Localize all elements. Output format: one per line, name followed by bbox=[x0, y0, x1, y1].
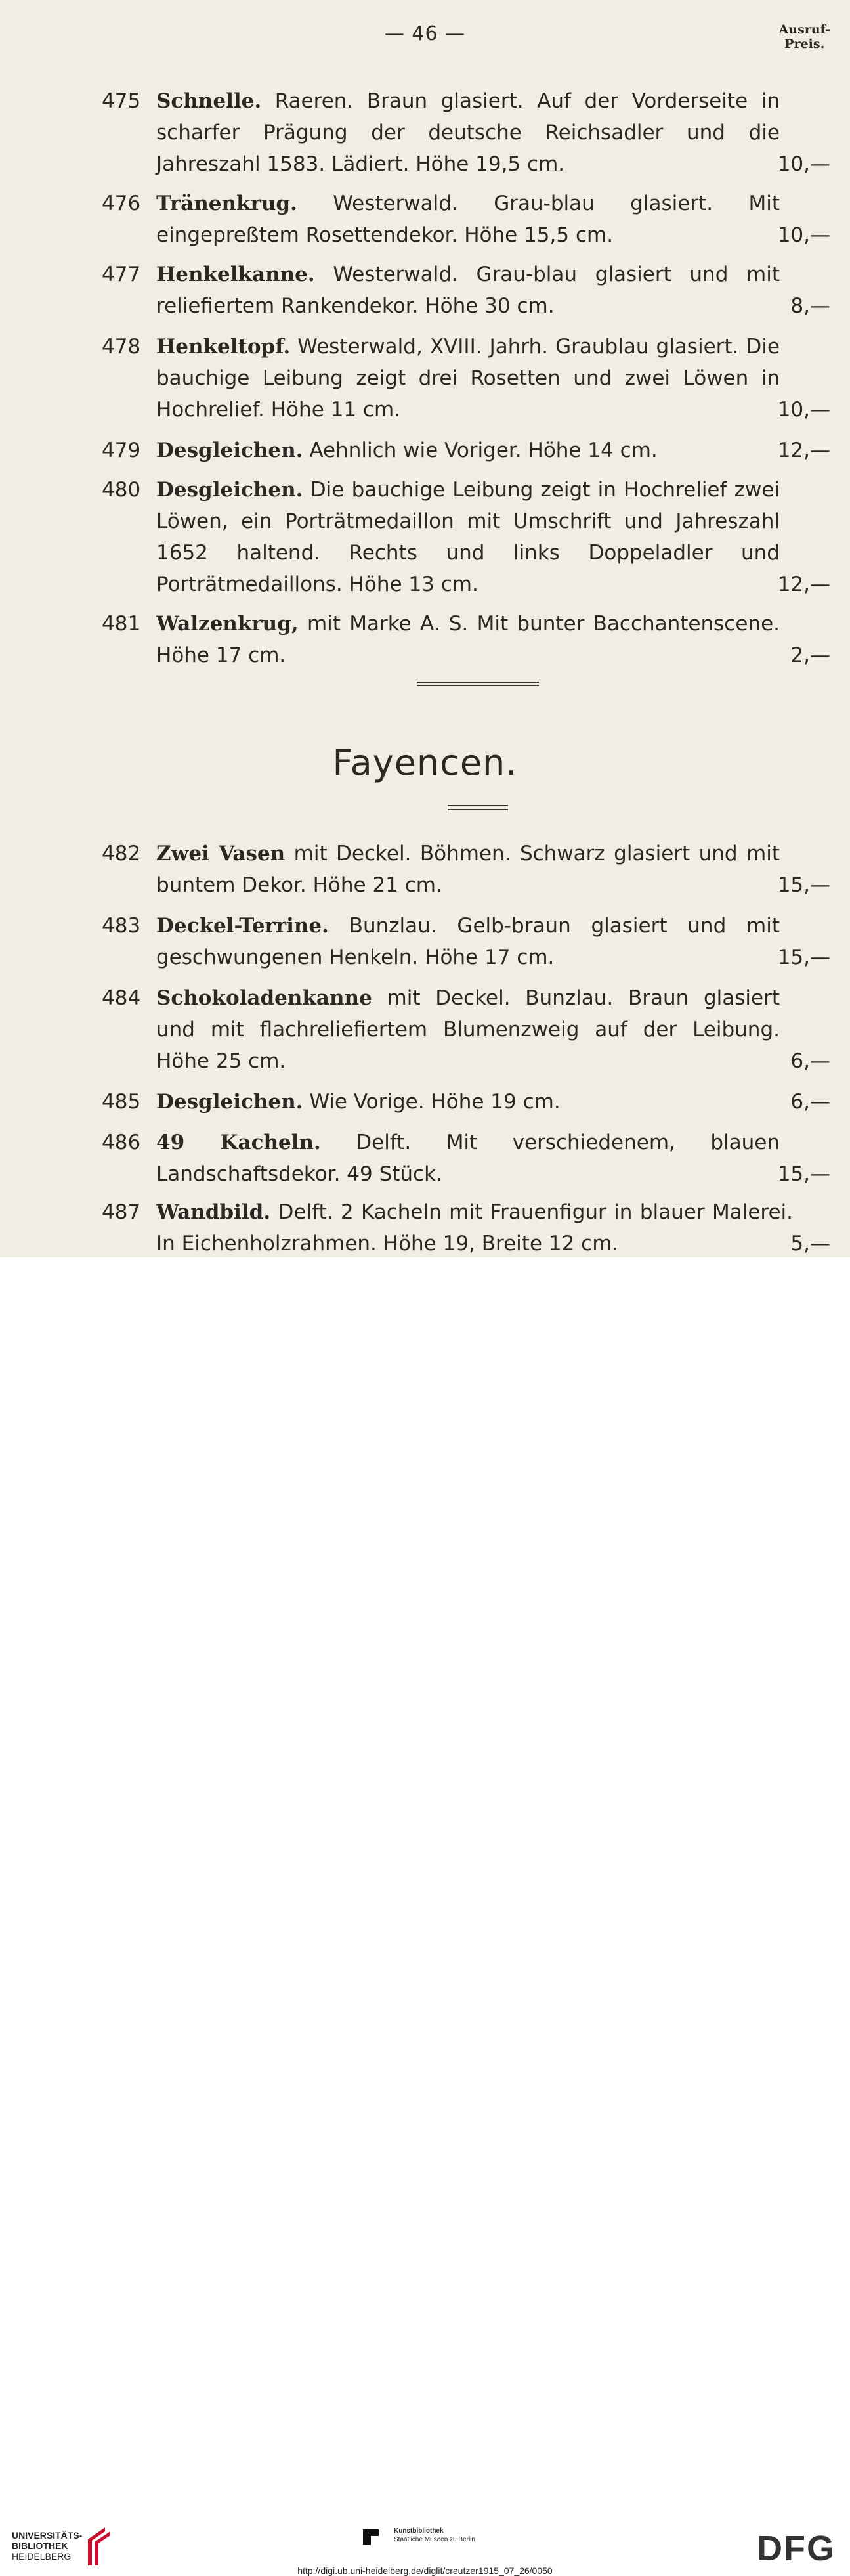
price-header-line2: Preis. bbox=[784, 37, 825, 51]
entry-text bbox=[156, 608, 780, 671]
kb-logo-line1: Kunstbibliothek bbox=[394, 2527, 444, 2535]
entry-price: 15,— bbox=[777, 946, 830, 969]
ub-logo-line2: BIBLIOTHEK bbox=[12, 2541, 68, 2551]
entry-title: Wandbild. bbox=[156, 1200, 271, 1224]
entry-number: 483 bbox=[102, 914, 141, 938]
entry-price: 5,— bbox=[790, 1232, 830, 1255]
entry-text bbox=[156, 1196, 793, 1257]
entry-description: mit Deckel. Bunzlau. Braun glasiert und mit flachreliefiertem Blumenzweig auf der Leibung. Höhe 25 cm. bbox=[156, 986, 780, 1073]
entry-title: Zwei Vasen bbox=[156, 842, 286, 865]
entry-number: 482 bbox=[102, 842, 141, 865]
entry-number: 480 bbox=[102, 478, 141, 502]
entry-description: Delft. 2 Kacheln mit Frauenfigur in blauer Malerei. In Eichenholzrahmen. Höhe 19, Breite 12 cm. bbox=[156, 1200, 793, 1255]
entry-description: Westerwald, XVIII. Jahrh. Graublau glasiert. Die bauchige Leibung zeigt drei Rosetten und zwei Löwen in Hochrelief. Höhe 11 cm. bbox=[156, 335, 780, 422]
entry-number: 479 bbox=[102, 439, 141, 462]
entry-text bbox=[156, 838, 780, 901]
entry-text bbox=[156, 982, 780, 1077]
entry-price: 15,— bbox=[777, 1162, 830, 1186]
source-url[interactable]: http://digi.ub.uni-heidelberg.de/diglit/creutzer1915_07_26/0050 bbox=[297, 2565, 553, 2576]
entry-price: 15,— bbox=[777, 873, 830, 897]
divider-rule bbox=[448, 805, 508, 806]
entry-number: 485 bbox=[102, 1090, 141, 1114]
entry-title: Desgleichen. bbox=[156, 1090, 303, 1114]
ub-heidelberg-logo-icon bbox=[85, 2525, 113, 2568]
entry-description: Delft. Mit verschiedenem, blauen Landschaftsdekor. 49 Stück. bbox=[156, 1131, 780, 1186]
divider-rule bbox=[417, 682, 539, 683]
footer-bar bbox=[0, 1257, 850, 2576]
entry-price: 10,— bbox=[777, 223, 830, 247]
price-column-header bbox=[779, 22, 830, 51]
entry-title: Henkeltopf. bbox=[156, 335, 291, 359]
entry-text bbox=[156, 331, 780, 426]
entry-title: Desgleichen. bbox=[156, 478, 303, 502]
entry-price: 10,— bbox=[777, 152, 830, 176]
entry-title: 49 Kacheln. bbox=[156, 1131, 321, 1154]
entry-number: 478 bbox=[102, 335, 141, 359]
entry-description: mit Deckel. Böhmen. Schwarz glasiert und mit buntem Dekor. Höhe 21 cm. bbox=[156, 842, 780, 897]
entry-description: Wie Vorige. Höhe 19 cm. bbox=[303, 1090, 561, 1114]
price-header-line1: Ausruf- bbox=[778, 22, 830, 37]
entry-text bbox=[156, 435, 780, 466]
kb-logo-line2: Staatliche Museen zu Berlin bbox=[394, 2536, 475, 2543]
ub-logo-line1: UNIVERSITÄTS- bbox=[12, 2530, 83, 2541]
entry-description: Westerwald. Grau-blau glasiert. Mit eingepreßtem Rosettendekor. Höhe 15,5 cm. bbox=[156, 192, 780, 247]
entry-description: Westerwald. Grau-blau glasiert und mit reliefiertem Rankendekor. Höhe 30 cm. bbox=[156, 263, 780, 318]
entry-text bbox=[156, 474, 780, 600]
entry-text bbox=[156, 1086, 780, 1118]
scanned-page bbox=[0, 0, 850, 1257]
entry-text bbox=[156, 910, 780, 973]
entry-description: Die bauchige Leibung zeigt in Hochrelief zwei Löwen, ein Porträtmedaillon mit Umschrift und Jahreszahl 1652 haltend. Rechts und links Doppeladler und Porträtmedaillons. Höhe 13 cm. bbox=[156, 478, 780, 596]
entry-number: 475 bbox=[102, 89, 141, 113]
entry-number: 486 bbox=[102, 1131, 141, 1154]
entry-title: Henkelkanne. bbox=[156, 263, 315, 286]
entry-price: 10,— bbox=[777, 398, 830, 422]
entry-price: 2,— bbox=[790, 644, 830, 667]
entry-text bbox=[156, 85, 780, 180]
entry-text bbox=[156, 188, 780, 251]
entry-number: 476 bbox=[102, 192, 141, 215]
entry-description: mit Marke A. S. Mit bunter Bacchantenscene. Höhe 17 cm. bbox=[156, 612, 780, 667]
entry-description: Aehnlich wie Voriger. Höhe 14 cm. bbox=[303, 439, 658, 462]
ub-heidelberg-logo-text bbox=[12, 2530, 82, 2562]
entry-price: 12,— bbox=[777, 573, 830, 596]
divider-rule bbox=[448, 809, 508, 810]
section-heading: Fayencen. bbox=[332, 742, 518, 783]
entry-title: Walzenkrug, bbox=[156, 612, 299, 636]
entry-price: 8,— bbox=[790, 294, 830, 318]
entry-description: Raeren. Braun glasiert. Auf der Vorderseite in scharfer Prägung der deutsche Reichsadler und die Jahreszahl 1583. Lädiert. Höhe 19,5 cm. bbox=[156, 89, 780, 176]
entry-title: Desgleichen. bbox=[156, 439, 303, 462]
kunstbibliothek-logo-text bbox=[394, 2527, 475, 2544]
page-number: — 46 — bbox=[384, 22, 466, 45]
entry-price: 6,— bbox=[790, 1090, 830, 1114]
entry-title: Deckel-Terrine. bbox=[156, 914, 329, 938]
entry-price: 6,— bbox=[790, 1049, 830, 1073]
kunstbibliothek-logo-icon bbox=[363, 2527, 389, 2546]
dfg-logo: DFG bbox=[757, 2529, 836, 2568]
entry-title: Schokoladenkanne bbox=[156, 986, 372, 1010]
entry-number: 487 bbox=[102, 1200, 141, 1224]
entry-price: 12,— bbox=[777, 439, 830, 462]
entry-text bbox=[156, 259, 780, 322]
entry-description: Bunzlau. Gelb-braun glasiert und mit geschwungenen Henkeln. Höhe 17 cm. bbox=[156, 914, 780, 969]
entry-text bbox=[156, 1127, 780, 1190]
entry-title: Tränenkrug. bbox=[156, 192, 297, 215]
entry-number: 484 bbox=[102, 986, 141, 1010]
ub-logo-line3: HEIDELBERG bbox=[12, 2551, 72, 2562]
divider-rule bbox=[417, 685, 539, 686]
entry-number: 481 bbox=[102, 612, 141, 636]
entry-title: Schnelle. bbox=[156, 89, 262, 113]
entry-number: 477 bbox=[102, 263, 141, 286]
